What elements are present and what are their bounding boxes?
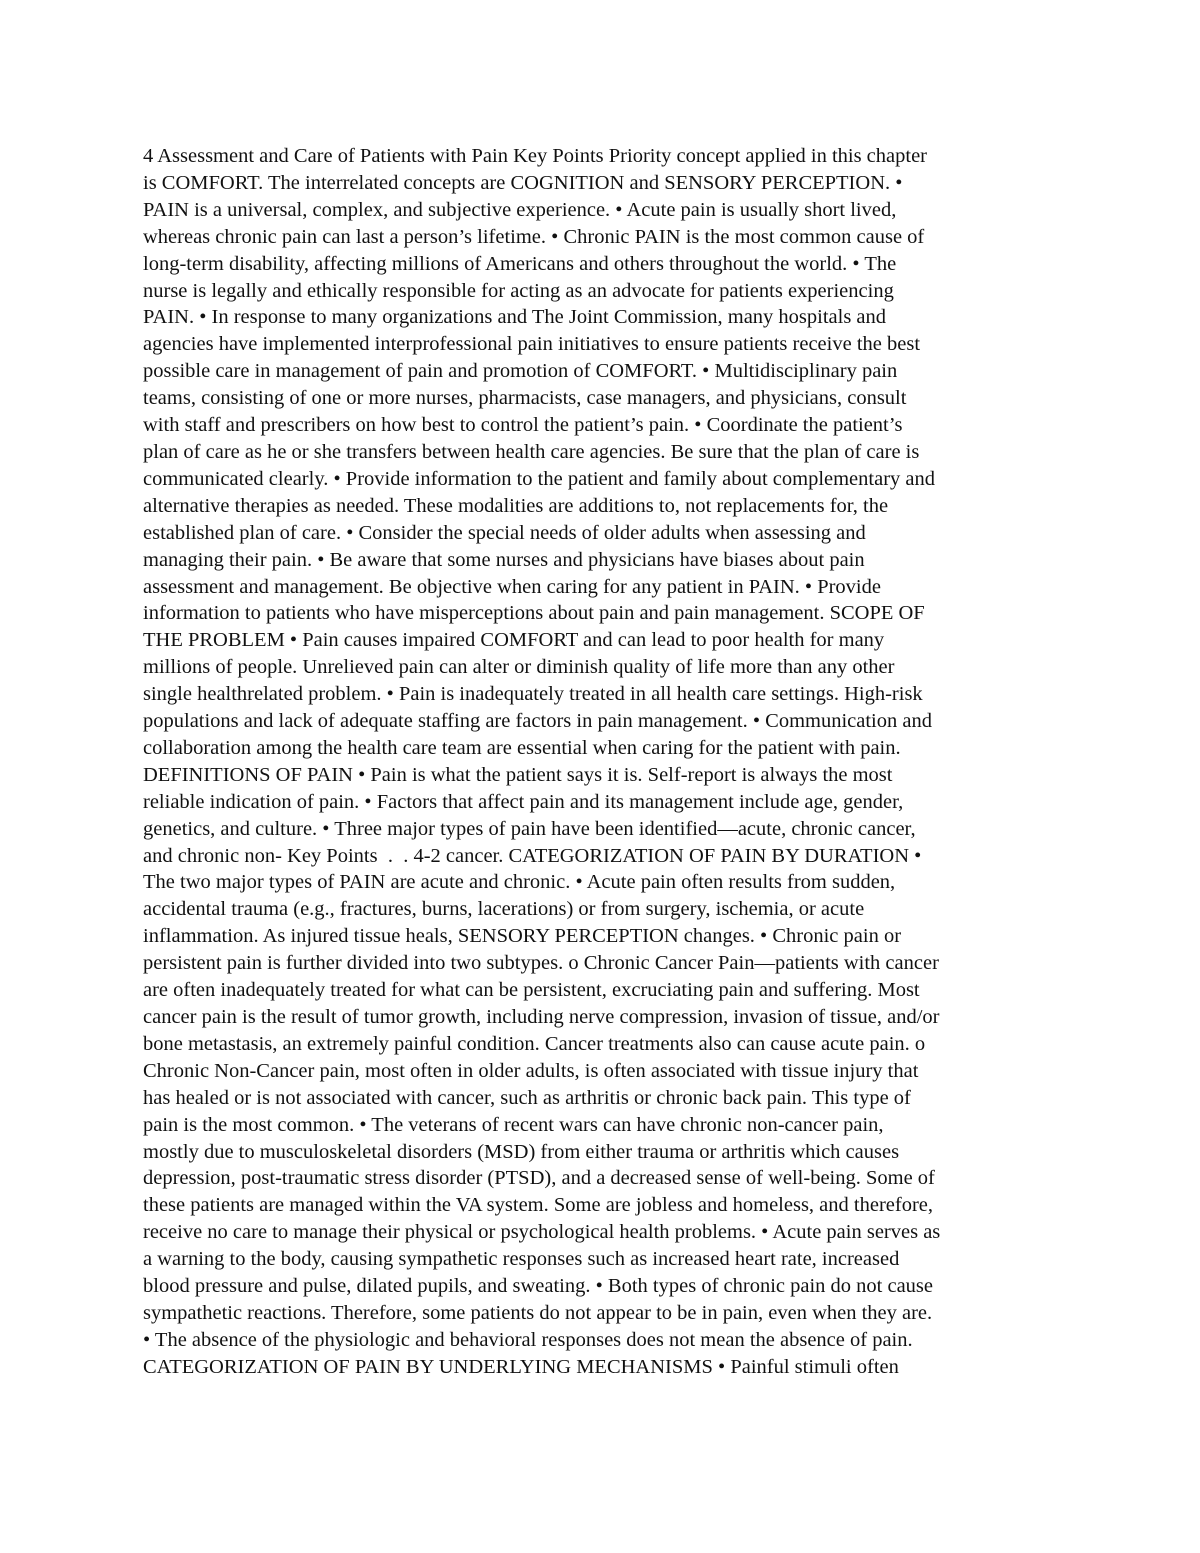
text-line: Chronic Non-Cancer pain, most often in older adults, is often associated with tissue injury that	[143, 1059, 919, 1082]
text-line: depression, post-traumatic stress disorder (PTSD), and a decreased sense of well-being. Some of	[143, 1167, 935, 1190]
text-line: PAIN is a universal, complex, and subjective experience. • Acute pain is usually short lived,	[143, 198, 897, 221]
text-line: blood pressure and pulse, dilated pupils, and sweating. • Both types of chronic pain do not cause	[143, 1275, 934, 1298]
text-line: whereas chronic pain can last a person’s lifetime. • Chronic PAIN is the most common cause of	[143, 225, 925, 248]
text-line: established plan of care. • Consider the special needs of older adults when assessing and	[143, 521, 866, 544]
text-line: inflammation. As injured tissue heals, SENSORY PERCEPTION changes. • Chronic pain or	[143, 925, 902, 948]
text-line: is COMFORT. The interrelated concepts are COGNITION and SENSORY PERCEPTION. •	[143, 171, 903, 194]
text-line: THE PROBLEM • Pain causes impaired COMFORT and can lead to poor health for many	[143, 629, 885, 652]
text-line: accidental trauma (e.g., fractures, burns, lacerations) or from surgery, ischemia, or acute	[143, 898, 865, 921]
text-line: possible care in management of pain and promotion of COMFORT. • Multidisciplinary pain	[143, 360, 898, 383]
text-line: persistent pain is further divided into two subtypes. o Chronic Cancer Pain—patients with cancer	[143, 952, 939, 975]
text-line: information to patients who have misperceptions about pain and pain management. SCOPE OF	[143, 602, 925, 625]
text-line: PAIN. • In response to many organizations and The Joint Commission, many hospitals and	[143, 306, 887, 329]
text-line: reliable indication of pain. • Factors that affect pain and its management include age, gender,	[143, 790, 904, 813]
text-line: plan of care as he or she transfers between health care agencies. Be sure that the plan of care is	[143, 440, 920, 463]
text-line: has healed or is not associated with cancer, such as arthritis or chronic back pain. This type of	[143, 1086, 911, 1109]
text-line: collaboration among the health care team are essential when caring for the patient with pain.	[143, 736, 901, 759]
text-line: these patients are managed within the VA system. Some are jobless and homeless, and therefore,	[143, 1194, 934, 1217]
text-line: cancer pain is the result of tumor growth, including nerve compression, invasion of tissue, and/or	[143, 1006, 940, 1028]
text-line: alternative therapies as needed. These modalities are additions to, not replacements for, the	[143, 494, 889, 517]
text-line: genetics, and culture. • Three major types of pain have been identified—acute, chronic cancer,	[143, 817, 916, 840]
text-line: with staff and prescribers on how best to control the patient’s pain. • Coordinate the patient’s	[143, 414, 903, 437]
text-line: teams, consisting of one or more nurses, pharmacists, case managers, and physicians, consult	[143, 387, 907, 410]
text-line: single healthrelated problem. • Pain is inadequately treated in all health care settings. High-risk	[143, 683, 923, 706]
text-line: are often inadequately treated for what can be persistent, excruciating pain and suffering. Most	[143, 979, 920, 1002]
document-body-text	[143, 143, 1073, 1381]
text-line: a warning to the body, causing sympathetic responses such as increased heart rate, increased	[143, 1248, 900, 1271]
text-line: communicated clearly. • Provide information to the patient and family about complementary and	[143, 467, 936, 490]
text-line: 4 Assessment and Care of Patients with Pain Key Points Priority concept applied in this chapter	[143, 145, 928, 167]
text-line: long-term disability, affecting millions of Americans and others throughout the world. • The	[143, 252, 897, 275]
text-line: and chronic non- Key Points . . 4-2 cancer. CATEGORIZATION OF PAIN BY DURATION •	[143, 844, 922, 867]
text-line: • The absence of the physiologic and behavioral responses does not mean the absence of pain.	[143, 1328, 913, 1351]
text-line: CATEGORIZATION OF PAIN BY UNDERLYING MECHANISMS • Painful stimuli often	[143, 1355, 899, 1378]
text-line: millions of people. Unrelieved pain can alter or diminish quality of life more than any other	[143, 656, 895, 679]
text-line: bone metastasis, an extremely painful condition. Cancer treatments also can cause acute pain. o	[143, 1032, 926, 1055]
text-line: nurse is legally and ethically responsible for acting as an advocate for patients experiencing	[143, 279, 894, 302]
text-line: receive no care to manage their physical or psychological health problems. • Acute pain serves as	[143, 1221, 941, 1244]
text-line: populations and lack of adequate staffing are factors in pain management. • Communication and	[143, 710, 932, 733]
text-line: assessment and management. Be objective when caring for any patient in PAIN. • Provide	[143, 575, 881, 598]
text-line: mostly due to musculoskeletal disorders (MSD) from either trauma or arthritis which causes	[143, 1140, 900, 1163]
text-line: agencies have implemented interprofessional pain initiatives to ensure patients receive the best	[143, 333, 921, 356]
text-line: sympathetic reactions. Therefore, some patients do not appear to be in pain, even when they are.	[143, 1301, 933, 1324]
text-line: managing their pain. • Be aware that some nurses and physicians have biases about pain	[143, 548, 865, 571]
text-line: DEFINITIONS OF PAIN • Pain is what the patient says it is. Self-report is always the most	[143, 763, 893, 786]
text-line: pain is the most common. • The veterans of recent wars can have chronic non-cancer pain,	[143, 1113, 884, 1136]
text-line: The two major types of PAIN are acute and chronic. • Acute pain often results from sudden,	[143, 871, 896, 894]
